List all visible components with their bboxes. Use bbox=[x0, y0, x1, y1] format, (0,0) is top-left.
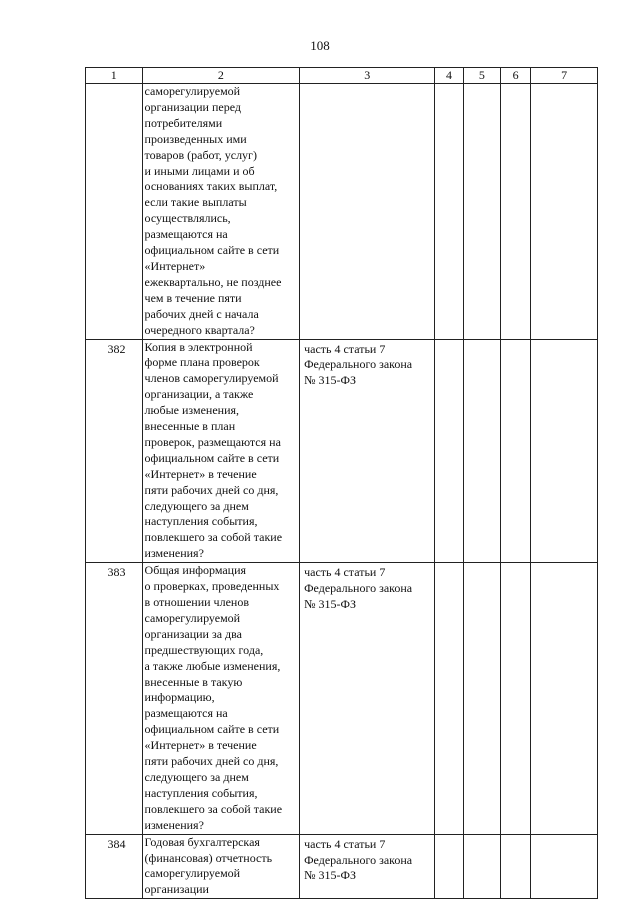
question-line: Копия в электронной bbox=[144, 339, 253, 354]
question-line: очередного квартала? bbox=[144, 322, 255, 337]
notes-cell[interactable] bbox=[531, 834, 598, 899]
column-header-3: 3 bbox=[300, 68, 435, 84]
question-line: следующего за днем bbox=[144, 769, 249, 784]
question-line: «Интернет» в течение bbox=[144, 466, 257, 481]
question-line: о проверках, проведенных bbox=[144, 579, 280, 594]
reference-line: № 315-ФЗ bbox=[304, 597, 357, 611]
question-line: организации за два bbox=[144, 626, 242, 641]
answer-yes-cell[interactable] bbox=[435, 339, 463, 563]
column-header-1: 1 bbox=[86, 68, 143, 84]
question-line: Общая информация bbox=[144, 563, 247, 578]
notes-cell[interactable] bbox=[531, 339, 598, 563]
legal-reference bbox=[300, 563, 435, 834]
reference-line: Федерального закона bbox=[304, 357, 413, 372]
row-number: 382 bbox=[86, 339, 143, 563]
question-line: следующего за днем bbox=[144, 498, 249, 513]
question-line: «Интернет» bbox=[144, 258, 206, 273]
answer-yes-cell[interactable] bbox=[435, 834, 463, 899]
question-line: произведенных ими bbox=[144, 131, 247, 146]
question-line: а также любые изменения, bbox=[144, 658, 281, 673]
answer-no-cell[interactable] bbox=[463, 563, 500, 834]
question-line: размещаются на bbox=[144, 227, 228, 242]
answer-no-cell[interactable] bbox=[463, 339, 500, 563]
row-number: 384 bbox=[86, 834, 143, 899]
reference-line: № 315-ФЗ bbox=[304, 373, 357, 388]
question-line: ежеквартально, не позднее bbox=[144, 274, 282, 289]
question-line: наступления события, bbox=[144, 514, 258, 529]
question-line: (финансовая) отчетность bbox=[144, 850, 273, 865]
row-number: 383 bbox=[86, 563, 143, 834]
requirement-question bbox=[142, 834, 300, 899]
question-line: саморегулируемой bbox=[144, 84, 241, 98]
question-line: проверок, размещаются на bbox=[144, 434, 281, 449]
question-line: товаров (работ, услуг) bbox=[144, 147, 257, 162]
question-line: Годовая бухгалтерская bbox=[144, 834, 260, 849]
table-row bbox=[86, 834, 598, 899]
answer-no-cell[interactable] bbox=[463, 834, 500, 899]
reference-line: Федерального закона bbox=[304, 852, 413, 867]
question-line: любые изменения, bbox=[144, 403, 240, 418]
reference-line: часть 4 статьи 7 bbox=[304, 565, 386, 580]
column-header-7: 7 bbox=[531, 68, 598, 84]
question-line: в отношении членов bbox=[144, 595, 249, 609]
column-header-5: 5 bbox=[463, 68, 500, 84]
checklist-table bbox=[85, 67, 598, 899]
requirement-question bbox=[142, 339, 300, 563]
question-line: наступления события, bbox=[144, 785, 258, 800]
answer-na-cell[interactable] bbox=[501, 84, 531, 340]
requirement-question bbox=[142, 84, 300, 340]
table-row bbox=[86, 84, 598, 340]
answer-yes-cell[interactable] bbox=[435, 84, 463, 340]
question-line: внесенные в план bbox=[144, 419, 236, 434]
answer-na-cell[interactable] bbox=[501, 563, 531, 834]
legal-reference bbox=[300, 84, 435, 340]
question-line: организации перед bbox=[144, 99, 241, 114]
question-line: саморегулируемой bbox=[144, 866, 241, 881]
question-line: внесенные в такую bbox=[144, 674, 243, 689]
question-line: осуществлялись, bbox=[144, 211, 231, 226]
page-number: 108 bbox=[310, 38, 330, 53]
column-header-4: 4 bbox=[435, 68, 463, 84]
requirement-question bbox=[142, 563, 300, 834]
row-number bbox=[86, 84, 143, 340]
question-line: «Интернет» в течение bbox=[144, 738, 257, 753]
question-line: саморегулируемой bbox=[144, 610, 241, 625]
column-header-2: 2 bbox=[142, 68, 300, 84]
column-number-row bbox=[86, 68, 598, 84]
answer-no-cell[interactable] bbox=[463, 84, 500, 340]
question-line: и иными лицами и об bbox=[144, 163, 255, 178]
notes-cell[interactable] bbox=[531, 563, 598, 834]
reference-line: Федерального закона bbox=[304, 581, 413, 596]
reference-line: часть 4 статьи 7 bbox=[304, 836, 386, 851]
question-line: потребителями bbox=[144, 115, 223, 130]
notes-cell[interactable] bbox=[531, 84, 598, 340]
table-row bbox=[86, 563, 598, 834]
question-line: информацию, bbox=[144, 690, 215, 705]
question-line: повлекшего за собой такие bbox=[144, 801, 283, 816]
answer-na-cell[interactable] bbox=[501, 339, 531, 563]
question-line: форме плана проверок bbox=[144, 355, 260, 370]
question-line: повлекшего за собой такие bbox=[144, 530, 283, 545]
answer-na-cell[interactable] bbox=[501, 834, 531, 899]
question-line: пяти рабочих дней со дня, bbox=[144, 482, 279, 497]
question-line: чем в течение пяти bbox=[144, 290, 242, 305]
answer-yes-cell[interactable] bbox=[435, 563, 463, 834]
question-line: рабочих дней с начала bbox=[144, 306, 259, 321]
legal-reference bbox=[300, 834, 435, 899]
question-line: предшествующих года, bbox=[144, 642, 264, 657]
question-line: официальном сайте в сети bbox=[144, 722, 280, 737]
question-line: основаниях таких выплат, bbox=[144, 179, 278, 194]
question-line: изменения? bbox=[144, 817, 204, 832]
question-line: изменения? bbox=[144, 546, 204, 561]
question-line: официальном сайте в сети bbox=[144, 243, 280, 258]
question-line: пяти рабочих дней со дня, bbox=[144, 754, 279, 769]
reference-line: часть 4 статьи 7 bbox=[304, 341, 386, 356]
question-line: членов саморегулируемой bbox=[144, 371, 279, 386]
reference-line: № 315-ФЗ bbox=[304, 868, 357, 883]
question-line: организации bbox=[144, 882, 209, 897]
question-line: организации, а также bbox=[144, 387, 254, 402]
table-row bbox=[86, 339, 598, 563]
question-line: если такие выплаты bbox=[144, 195, 247, 210]
question-line: размещаются на bbox=[144, 706, 228, 721]
column-header-6: 6 bbox=[501, 68, 531, 84]
question-line: официальном сайте в сети bbox=[144, 450, 280, 465]
legal-reference bbox=[300, 339, 435, 563]
